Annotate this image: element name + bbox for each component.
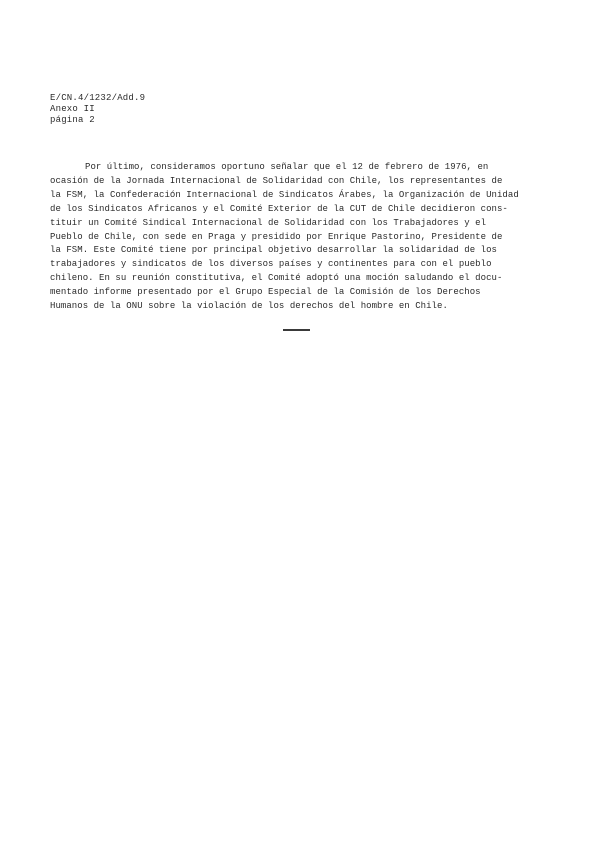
body-paragraph bbox=[50, 161, 550, 314]
document-symbol: E/CN.4/1232/Add.9 bbox=[50, 93, 146, 103]
paragraph-line: mentado informe presentado por el Grupo Especial de la Comisión de los Derechos bbox=[50, 287, 481, 298]
end-separator bbox=[283, 329, 310, 331]
paragraph-line: la FSM. Este Comité tiene por principal objetivo desarrollar la solidaridad de los bbox=[50, 245, 497, 256]
annex-label: Anexo II bbox=[50, 104, 95, 114]
paragraph-line: Pueblo de Chile, con sede en Praga y presidido por Enrique Pastorino, Presidente de bbox=[50, 231, 503, 242]
document-header bbox=[50, 93, 145, 126]
paragraph-line: trabajadores y sindicatos de los diversos países y continentes para con el pueblo bbox=[50, 259, 492, 270]
paragraph-line: Humanos de la ONU sobre la violación de los derechos del hombre en Chile. bbox=[50, 301, 448, 312]
paragraph-line: Por último, consideramos oportuno señalar que el 12 de febrero de 1976, en bbox=[85, 162, 489, 172]
paragraph-line: la FSM, la Confederación Internacional de Sindicatos Árabes, la Organización de Unidad bbox=[50, 189, 519, 200]
paragraph-line: chileno. En su reunión constitutiva, el Comité adoptó una moción saludando el docu- bbox=[50, 273, 503, 284]
paragraph-line: ocasión de la Jornada Internacional de Solidaridad con Chile, los representantes de bbox=[50, 175, 503, 186]
paragraph-line: de los Sindicatos Africanos y el Comité Exterior de la CUT de Chile decidieron cons- bbox=[50, 203, 508, 214]
page-number: página 2 bbox=[50, 115, 95, 125]
paragraph-line: tituir un Comité Sindical Internacional de Solidaridad con los Trabajadores y el bbox=[50, 217, 487, 228]
